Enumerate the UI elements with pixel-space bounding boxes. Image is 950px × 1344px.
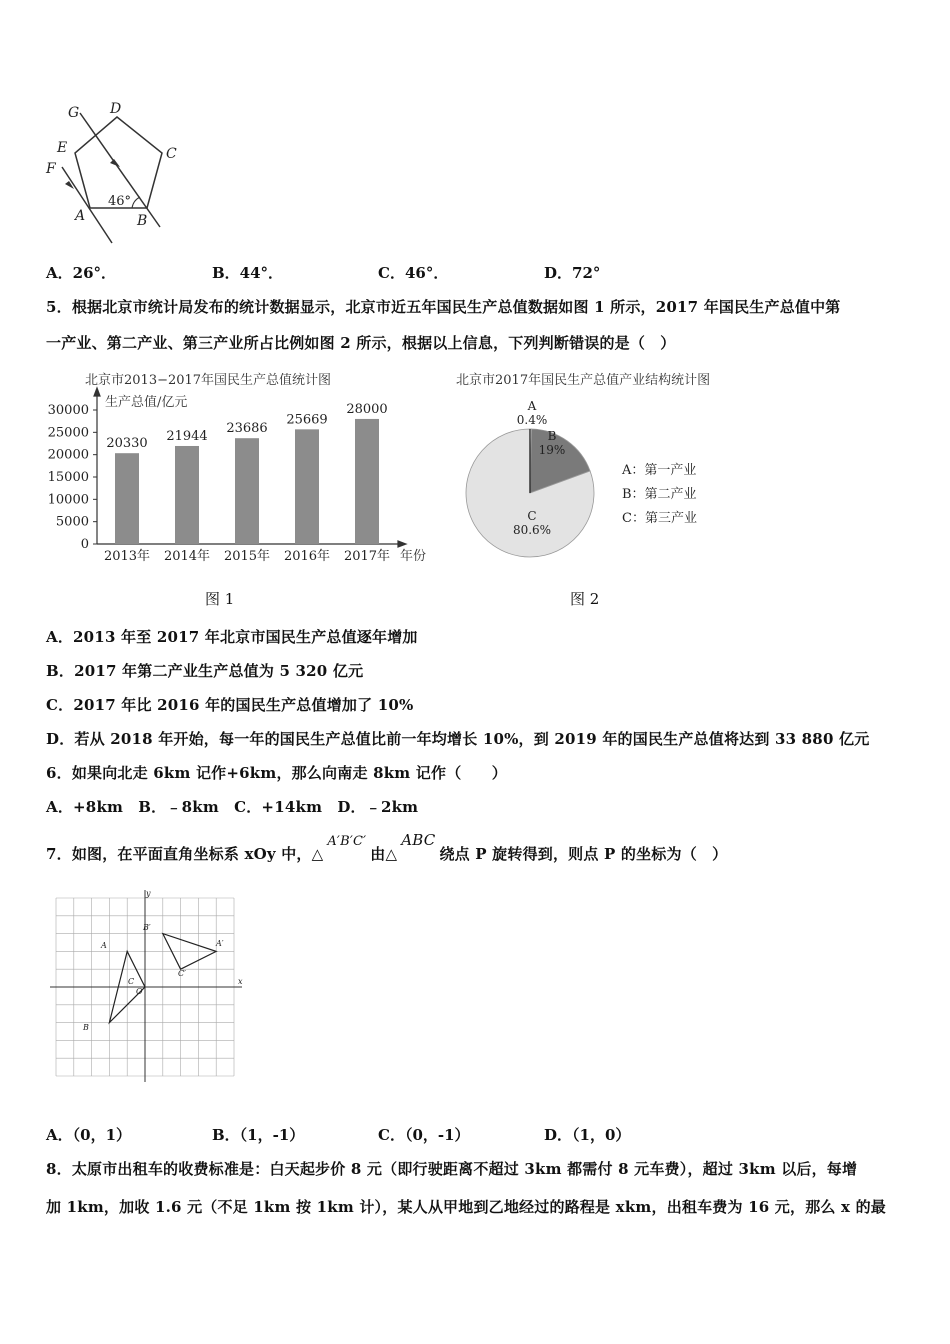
- grid-label-x: x: [238, 977, 243, 986]
- q7-grid-figure: [48, 888, 248, 1084]
- pie-legend-item: C：第三产业: [622, 511, 697, 526]
- q7-stem-a: 7．如图，在平面直角坐标系 xOy 中，△: [46, 845, 324, 863]
- q7-option-a[interactable]: A．（0，1）: [46, 1126, 132, 1144]
- q6-options[interactable]: A．+8km B．﹣8km C．+14km D．﹣2km: [46, 798, 419, 816]
- q6-stem: 6．如果向北走 6km 记作+6km，那么向南走 8km 记作（ ）: [46, 764, 508, 782]
- pie-legend-item: B：第二产业: [622, 487, 697, 502]
- q5-option-d[interactable]: D．若从 2018 年开始，每一年的国民生产总值比前一年均增长 10%，到 2019 年的国民生产总值将达到 33 880 亿元: [46, 730, 870, 748]
- x-tick-label: 2015年: [223, 549, 271, 564]
- angle-label: 46°: [108, 194, 132, 209]
- pie-slice-name: A: [527, 399, 537, 413]
- y-tick-label: 15000: [47, 470, 89, 485]
- q5-option-c[interactable]: C．2017 年比 2016 年的国民生产总值增加了 10%: [46, 696, 414, 714]
- q4-option-a[interactable]: A．26°．: [46, 264, 117, 282]
- y-tick-label: 10000: [47, 492, 89, 508]
- q7-stem: [46, 831, 728, 864]
- line-fa: [62, 167, 112, 243]
- label-g: G: [68, 105, 80, 121]
- y-tick-label: 30000: [47, 403, 89, 418]
- bar: [175, 446, 199, 544]
- q7-stem-c: 绕点 P 旋转得到，则点 P 的坐标为（ ）: [439, 845, 728, 863]
- grid-label-y: y: [146, 889, 151, 898]
- fig2-caption: 图 2: [570, 590, 600, 608]
- bar: [235, 438, 259, 544]
- q4-option-b[interactable]: B．44°．: [212, 264, 284, 282]
- y-axis-arrow: [94, 388, 100, 396]
- x-tick-label: 2016年: [283, 549, 331, 564]
- grid-label-c: C: [128, 977, 135, 986]
- q5-pie-chart: [450, 368, 750, 568]
- label-f: F: [46, 161, 56, 177]
- line-gd: [80, 113, 160, 227]
- q7-option-c[interactable]: C．（0，-1）: [378, 1126, 470, 1144]
- pie-slice-label: 19%: [538, 443, 566, 457]
- x-tick-label: 2013年: [103, 549, 151, 564]
- pie-slice-label: 80.6%: [512, 523, 552, 537]
- bar-chart-xlabel: 年份: [400, 549, 427, 564]
- grid-label-c2: C′: [178, 969, 186, 978]
- pie-slice-name: B: [547, 429, 557, 443]
- bar-data-label: 20330: [106, 436, 148, 452]
- y-tick-label: 25000: [47, 425, 89, 441]
- x-axis-arrow: [398, 541, 406, 547]
- grid-label-a2: A′: [216, 939, 224, 948]
- q7-math-image: A′B′C′: [327, 834, 367, 849]
- bar: [295, 429, 319, 544]
- grid-label-b: B: [83, 1023, 89, 1032]
- x-tick-label: 2014年: [163, 549, 211, 564]
- grid-label-b2: B′: [143, 923, 151, 932]
- bar: [115, 453, 139, 544]
- bar-data-label: 21944: [166, 428, 208, 444]
- y-tick-label: 20000: [47, 447, 89, 463]
- q7-math-original: ABC: [401, 831, 436, 849]
- q4-option-d[interactable]: D．72°: [544, 264, 601, 282]
- grid-label-o: O: [136, 987, 143, 996]
- pie-slice-label: 0.4%: [516, 413, 548, 427]
- x-tick-label: 2017年: [343, 549, 391, 564]
- q8-line1: 8．太原市出租车的收费标准是：白天起步价 8 元（即行驶距离不超过 3km 都需付 8 元车费），超过 3km 以后，每增: [46, 1160, 858, 1178]
- grid-label-a: A: [101, 941, 107, 950]
- label-b: B: [137, 213, 148, 229]
- bar: [355, 419, 379, 544]
- bar-data-label: 25669: [286, 412, 328, 428]
- y-tick-label: 0: [80, 537, 89, 552]
- label-a: A: [75, 208, 86, 224]
- q7-option-d[interactable]: D．（1，0）: [544, 1126, 631, 1144]
- y-tick-label: 5000: [55, 514, 89, 530]
- q5-option-a[interactable]: A．2013 年至 2017 年北京市国民生产总值逐年增加: [46, 628, 418, 646]
- bar-chart-title: 北京市2013−2017年国民生产总值统计图: [85, 373, 332, 388]
- pie-slice-name: C: [527, 509, 537, 523]
- q5-stem-line2: 一产业、第二产业、第三产业所占比例如图 2 所示，根据以上信息，下列判断错误的是（ ）: [46, 334, 676, 352]
- q4-option-c[interactable]: C．46°．: [378, 264, 449, 282]
- bar-data-label: 28000: [346, 401, 388, 417]
- label-e: E: [57, 140, 68, 156]
- pie-chart-title: 北京市2017年国民生产总值产业结构统计图: [456, 373, 711, 388]
- q5-option-b[interactable]: B．2017 年第二产业生产总值为 5 320 亿元: [46, 662, 364, 680]
- fig1-caption: 图 1: [205, 590, 235, 608]
- bar-data-label: 23686: [226, 421, 268, 437]
- q8-line2: 加 1km，加收 1.6 元（不足 1km 按 1km 计），某人从甲地到乙地经过的路程是 xkm，出租车费为 16 元，那么 x 的最: [46, 1198, 886, 1216]
- q7-stem-b: 由△: [370, 845, 398, 863]
- q5-stem-line1: 5．根据北京市统计局发布的统计数据显示，北京市近五年国民生产总值数据如图 1 所示，2017 年国民生产总值中第: [46, 298, 841, 316]
- q4-pentagon-figure: [40, 95, 200, 255]
- pie-legend-item: A：第一产业: [622, 463, 697, 478]
- q5-bar-chart: [40, 368, 440, 568]
- q7-option-b[interactable]: B．（1，-1）: [212, 1126, 305, 1144]
- label-d: D: [110, 101, 122, 117]
- label-c: C: [166, 146, 177, 162]
- bar-chart-ylabel: 生产总值/亿元: [105, 395, 188, 410]
